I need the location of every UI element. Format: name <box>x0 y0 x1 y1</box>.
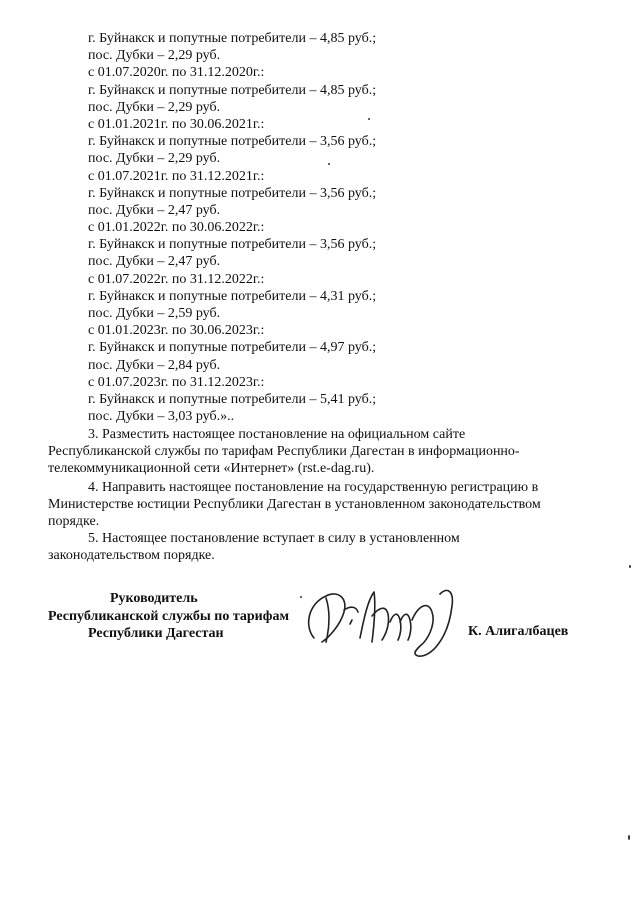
paragraph-4-line: 4. Направить настоящее постановление на государственную регистрацию в <box>88 480 539 495</box>
paragraph-3 <box>48 426 596 478</box>
tariff-period: с 01.01.2023г. по 30.06.2023г.: <box>88 323 265 339</box>
paragraph-5-line: 5. Настоящее постановление вступает в силу в установленном <box>88 531 460 546</box>
paragraph-4 <box>48 479 596 531</box>
tariff-line: пос. Дубки – 2,29 руб. <box>88 99 221 115</box>
scan-speck <box>300 596 302 598</box>
tariff-line: пос. Дубки – 2,59 руб. <box>88 306 221 321</box>
scan-speck <box>368 118 370 120</box>
tariff-line: пос. Дубки – 2,47 руб. <box>88 254 221 270</box>
paragraph-4-line: порядке. <box>48 514 100 530</box>
tariff-line: г. Буйнакск и попутные потребители – 5,41 руб.; <box>88 391 377 407</box>
paragraph-3-line: телекоммуникационной сети «Интернет» (rst.e-dag.ru). <box>48 461 375 477</box>
tariff-line: пос. Дубки – 2,84 руб. <box>88 357 221 373</box>
tariff-period: с 01.07.2022г. по 31.12.2022г.: <box>88 271 265 287</box>
signatory-organization: Республиканской службы по тарифам <box>48 608 289 624</box>
paragraph-5 <box>48 530 596 564</box>
signatory-position: Руководитель <box>110 591 198 606</box>
tariff-line: пос. Дубки – 3,03 руб.».. <box>88 409 235 425</box>
tariff-line: пос. Дубки – 2,29 руб. <box>88 48 221 64</box>
tariff-line: г. Буйнакск и попутные потребители – 3,56 руб.; <box>88 237 377 253</box>
tariff-line: г. Буйнакск и попутные потребители – 4,31 руб.; <box>88 288 377 304</box>
tariff-period: с 01.07.2020г. по 31.12.2020г.: <box>88 65 265 81</box>
paragraph-3-line: 3. Разместить настоящее постановление на официальном сайте <box>88 427 466 442</box>
tariff-period: с 01.01.2021г. по 30.06.2021г.: <box>88 116 265 132</box>
paragraph-4-line: Министерстве юстиции Республики Дагестан в установленном законодательством <box>48 497 541 513</box>
tariff-period: с 01.07.2021г. по 31.12.2021г.: <box>88 168 265 184</box>
scan-speck <box>629 565 631 568</box>
tariff-period: с 01.01.2022г. по 30.06.2022г.: <box>88 220 265 236</box>
signatory-region: Республики Дагестан <box>88 626 224 641</box>
tariff-line: пос. Дубки – 2,47 руб. <box>88 202 221 218</box>
tariff-line: г. Буйнакск и попутные потребители – 3,56 руб.; <box>88 185 377 201</box>
scan-speck <box>328 163 330 165</box>
signatory-name: К. Алигалбацев <box>468 624 569 639</box>
tariff-line: пос. Дубки – 2,29 руб. <box>88 151 221 167</box>
paragraph-5-line: законодательством порядке. <box>48 548 215 564</box>
tariff-line: г. Буйнакск и попутные потребители – 3,56 руб.; <box>88 134 377 150</box>
signatory-title <box>48 590 289 643</box>
tariff-period: с 01.07.2023г. по 31.12.2023г.: <box>88 374 265 390</box>
paragraph-3-line: Республиканской службы по тарифам Республики Дагестан в информационно- <box>48 444 520 460</box>
tariff-line: г. Буйнакск и попутные потребители – 4,97 руб.; <box>88 340 377 356</box>
handwritten-signature <box>300 576 468 676</box>
tariff-line: г. Буйнакск и попутные потребители – 4,85 руб.; <box>88 31 377 46</box>
tariff-line: г. Буйнакск и попутные потребители – 4,85 руб.; <box>88 82 377 98</box>
scan-speck <box>628 835 630 840</box>
tariff-list <box>88 30 428 425</box>
